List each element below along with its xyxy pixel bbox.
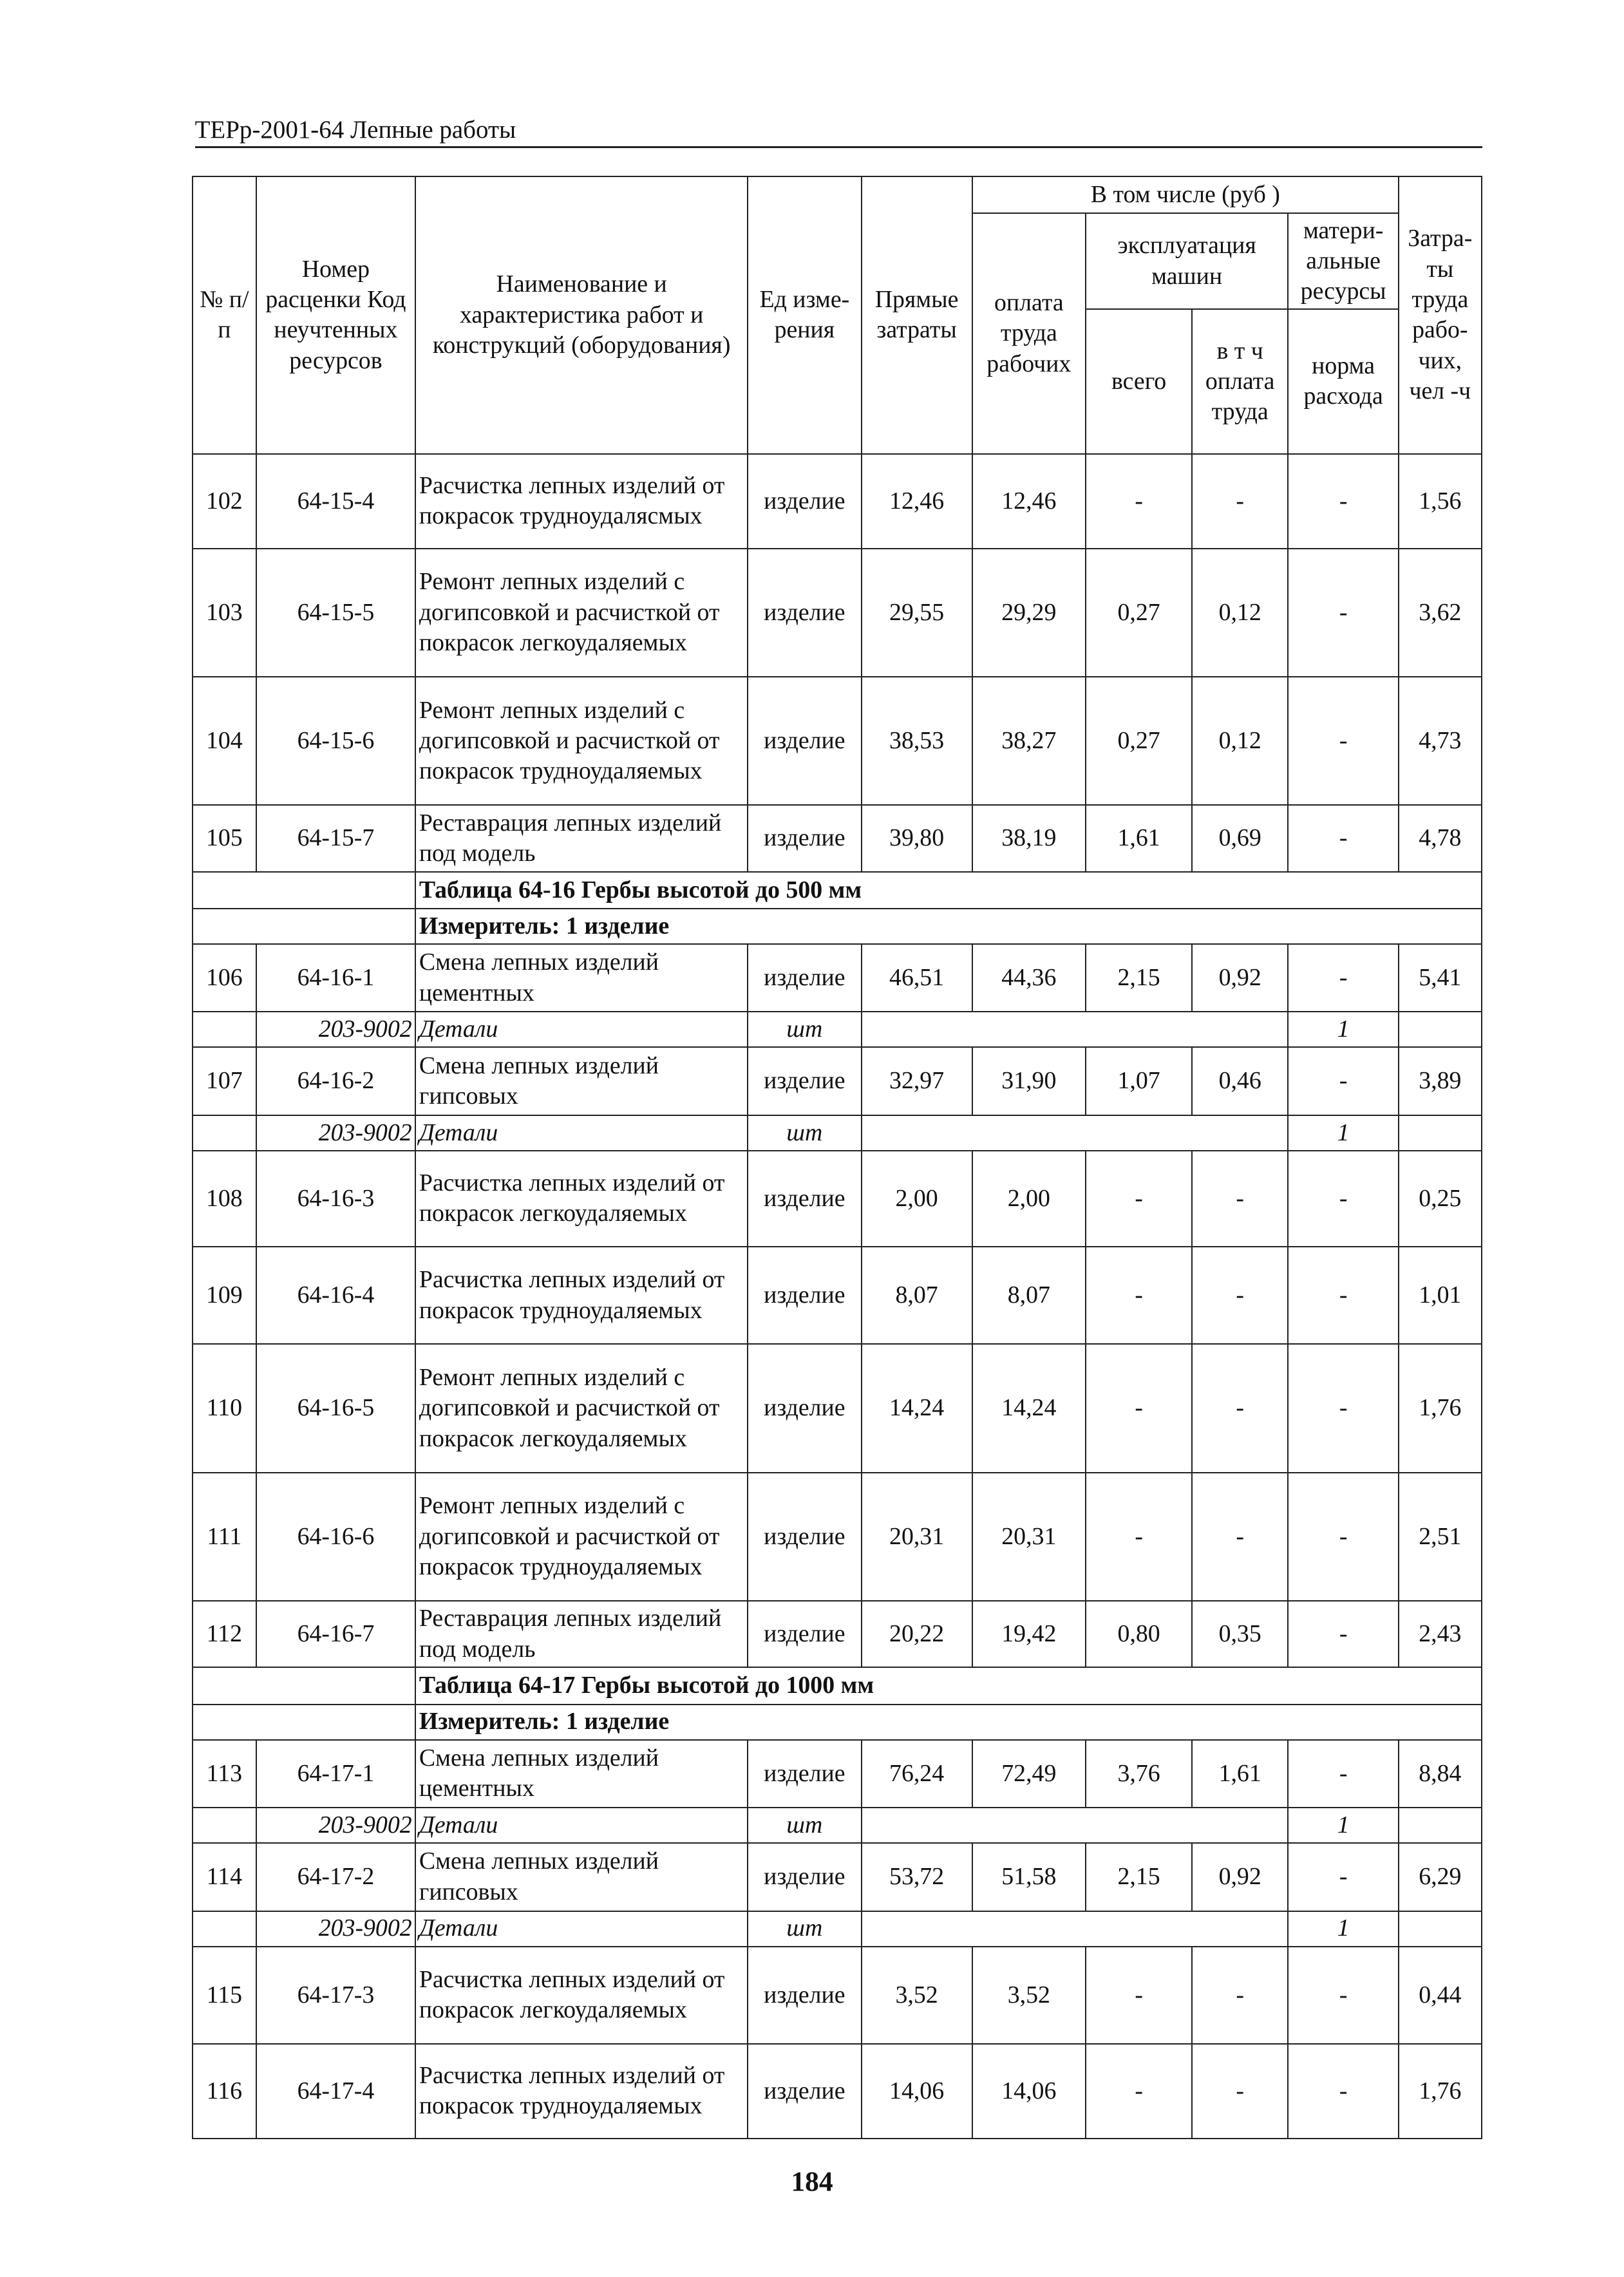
col-header-code: Номер расценки Код неучтенных ресурсов (256, 176, 416, 454)
unit-cell: изделие (748, 1947, 862, 2044)
row-number: 116 (193, 2044, 256, 2139)
unit-cell: изделие (748, 454, 862, 549)
section-title: Таблица 64-16 Гербы высотой до 500 мм (415, 872, 1481, 909)
measure-row (193, 909, 1481, 944)
empty-cell (193, 1115, 256, 1151)
rate-code: 64-15-6 (256, 677, 416, 805)
empty-cell (862, 1115, 1289, 1151)
col-header-machines: эксплуатация машин (1086, 213, 1288, 309)
unit-cell: изделие (748, 2044, 862, 2139)
resource-code: 203-9002 (256, 1115, 416, 1151)
rate-code: 64-16-7 (256, 1601, 416, 1667)
rate-code: 64-16-4 (256, 1247, 416, 1344)
machine-wage: 0,92 (1192, 1843, 1288, 1911)
col-header-wage: оплата труда рабочих (972, 213, 1086, 454)
direct-cost: 14,06 (862, 2044, 972, 2139)
machine-wage: - (1192, 1947, 1288, 2044)
machine-wage: 0,69 (1192, 805, 1288, 871)
direct-cost: 38,53 (862, 677, 972, 805)
labor-wage: 38,19 (972, 805, 1086, 871)
rate-code: 64-16-1 (256, 944, 416, 1012)
row-number: 107 (193, 1047, 256, 1115)
work-name: Расчистка лепных изделий от покрасок трудноудалясмых (415, 454, 748, 549)
labor-wage: 51,58 (972, 1843, 1086, 1911)
resource-name: Детали (415, 1012, 748, 1047)
machine-wage: 0,12 (1192, 677, 1288, 805)
unit-cell: изделие (748, 805, 862, 871)
header-row (193, 176, 1481, 213)
material-cell: - (1288, 1473, 1399, 1601)
work-name: Реставрация лепных изделий под модель (415, 1601, 748, 1667)
resource-norm: 1 (1288, 1808, 1399, 1843)
section-title: Таблица 64-17 Гербы высотой до 1000 мм (415, 1667, 1481, 1704)
labor-hours: 3,62 (1399, 549, 1481, 677)
measure-label: Измеритель: 1 изделие (415, 909, 1481, 944)
machine-wage: - (1192, 454, 1288, 549)
unit-cell: изделие (748, 1601, 862, 1667)
labor-wage: 14,06 (972, 2044, 1086, 2139)
table-row (193, 454, 1481, 549)
rate-code: 64-17-1 (256, 1740, 416, 1808)
machine-total: 3,76 (1086, 1740, 1192, 1808)
unit-cell: изделие (748, 1047, 862, 1115)
labor-wage: 2,00 (972, 1151, 1086, 1247)
work-name: Расчистка лепных изделий от покрасок трудноудаляемых (415, 2044, 748, 2139)
table-row (193, 1473, 1481, 1601)
direct-cost: 3,52 (862, 1947, 972, 2044)
empty-cell (193, 1667, 415, 1704)
work-name: Ремонт лепных изделий с догипсовкой и расчисткой от покрасок легкоудаляемых (415, 1344, 748, 1472)
labor-hours: 0,25 (1399, 1151, 1481, 1247)
labor-hours: 2,51 (1399, 1473, 1481, 1601)
col-header-labor: Затра- ты труда рабо- чих, чел -ч (1399, 176, 1481, 454)
unit-cell: изделие (748, 1473, 862, 1601)
empty-cell (862, 1911, 1289, 1947)
material-cell: - (1288, 1047, 1399, 1115)
labor-wage: 3,52 (972, 1947, 1086, 2044)
row-number: 105 (193, 805, 256, 871)
labor-hours: 1,01 (1399, 1247, 1481, 1344)
machine-total: - (1086, 1151, 1192, 1247)
empty-cell (1399, 1808, 1481, 1843)
page-number: 184 (791, 2166, 833, 2198)
unit-cell: изделие (748, 1344, 862, 1472)
labor-wage: 38,27 (972, 677, 1086, 805)
empty-cell (862, 1012, 1289, 1047)
empty-cell (862, 1808, 1289, 1843)
empty-cell (1399, 1012, 1481, 1047)
work-name: Ремонт лепных изделий с догипсовкой и расчисткой от покрасок трудноудаляемых (415, 1473, 748, 1601)
col-header-norm: норма расхода (1288, 309, 1399, 454)
direct-cost: 14,24 (862, 1344, 972, 1472)
labor-wage: 12,46 (972, 454, 1086, 549)
machine-total: - (1086, 1247, 1192, 1344)
machine-total: - (1086, 454, 1192, 549)
machine-total: 1,61 (1086, 805, 1192, 871)
material-cell: - (1288, 1151, 1399, 1247)
table-row (193, 549, 1481, 677)
resource-unit: шт (748, 1012, 862, 1047)
machine-wage: 0,35 (1192, 1601, 1288, 1667)
table-row (193, 944, 1481, 1012)
resource-code: 203-9002 (256, 1911, 416, 1947)
table-row (193, 1344, 1481, 1472)
machine-wage: - (1192, 2044, 1288, 2139)
running-header: ТЕРр-2001-64 Лепные работы (194, 115, 516, 144)
direct-cost: 32,97 (862, 1047, 972, 1115)
labor-hours: 4,73 (1399, 677, 1481, 805)
row-number: 106 (193, 944, 256, 1012)
table-row (193, 2044, 1481, 2139)
work-name: Реставрация лепных изделий под модель (415, 805, 748, 871)
work-name: Ремонт лепных изделий с догипсовкой и расчисткой от покрасок трудноудаляемых (415, 677, 748, 805)
machine-wage: - (1192, 1151, 1288, 1247)
row-number: 103 (193, 549, 256, 677)
rate-code: 64-16-3 (256, 1151, 416, 1247)
rate-code: 64-15-7 (256, 805, 416, 871)
labor-wage: 20,31 (972, 1473, 1086, 1601)
direct-cost: 29,55 (862, 549, 972, 677)
machine-wage: 0,92 (1192, 944, 1288, 1012)
row-number: 111 (193, 1473, 256, 1601)
work-name: Смена лепных изделий гипсовых (415, 1047, 748, 1115)
row-number: 102 (193, 454, 256, 549)
material-cell: - (1288, 1947, 1399, 2044)
material-cell: - (1288, 1740, 1399, 1808)
unit-cell: изделие (748, 1843, 862, 1911)
labor-hours: 2,43 (1399, 1601, 1481, 1667)
material-cell: - (1288, 454, 1399, 549)
labor-wage: 72,49 (972, 1740, 1086, 1808)
empty-cell (193, 872, 415, 909)
unit-cell: изделие (748, 1740, 862, 1808)
empty-cell (193, 1808, 256, 1843)
labor-wage: 31,90 (972, 1047, 1086, 1115)
empty-cell (1399, 1911, 1481, 1947)
resource-unit: шт (748, 1808, 862, 1843)
col-header-direct: Прямые затраты (862, 176, 972, 454)
table-row (193, 677, 1481, 805)
table-body (193, 176, 1481, 2139)
table-row (193, 1947, 1481, 2044)
resource-code: 203-9002 (256, 1808, 416, 1843)
labor-hours: 1,76 (1399, 1344, 1481, 1472)
machine-total: - (1086, 1473, 1192, 1601)
col-header-m-total: всего (1086, 309, 1192, 454)
unit-cell: изделие (748, 1247, 862, 1344)
resource-row (193, 1911, 1481, 1947)
machine-total: 0,80 (1086, 1601, 1192, 1667)
empty-cell (1399, 1115, 1481, 1151)
rate-code: 64-15-4 (256, 454, 416, 549)
col-header-no: № п/п (193, 176, 256, 454)
row-number: 108 (193, 1151, 256, 1247)
rate-code: 64-15-5 (256, 549, 416, 677)
machine-total: 0,27 (1086, 549, 1192, 677)
material-cell: - (1288, 549, 1399, 677)
resource-name: Детали (415, 1911, 748, 1947)
rate-code: 64-17-2 (256, 1843, 416, 1911)
table-row (193, 1151, 1481, 1247)
header-rule (195, 146, 1482, 148)
direct-cost: 20,22 (862, 1601, 972, 1667)
row-number: 109 (193, 1247, 256, 1344)
measure-label: Измеритель: 1 изделие (415, 1705, 1481, 1740)
row-number: 112 (193, 1601, 256, 1667)
measure-row (193, 1705, 1481, 1740)
machine-wage: - (1192, 1344, 1288, 1472)
col-header-name: Наименование и характеристика работ и конструкций (оборудования) (415, 176, 748, 454)
material-cell: - (1288, 677, 1399, 805)
row-number: 115 (193, 1947, 256, 2044)
resource-unit: шт (748, 1911, 862, 1947)
labor-wage: 19,42 (972, 1601, 1086, 1667)
col-header-incl: В том числе (руб ) (972, 176, 1399, 213)
work-name: Расчистка лепных изделий от покрасок трудноудаляемых (415, 1247, 748, 1344)
direct-cost: 2,00 (862, 1151, 972, 1247)
labor-wage: 8,07 (972, 1247, 1086, 1344)
material-cell: - (1288, 1843, 1399, 1911)
labor-hours: 3,89 (1399, 1047, 1481, 1115)
resource-row (193, 1808, 1481, 1843)
resource-row (193, 1012, 1481, 1047)
rate-code: 64-16-6 (256, 1473, 416, 1601)
rates-table (192, 176, 1482, 2139)
resource-norm: 1 (1288, 1012, 1399, 1047)
labor-hours: 0,44 (1399, 1947, 1481, 2044)
labor-hours: 4,78 (1399, 805, 1481, 871)
resource-norm: 1 (1288, 1911, 1399, 1947)
empty-cell (193, 1012, 256, 1047)
machine-total: 0,27 (1086, 677, 1192, 805)
material-cell: - (1288, 944, 1399, 1012)
resource-code: 203-9002 (256, 1012, 416, 1047)
work-name: Ремонт лепных изделий с догипсовкой и расчисткой от покрасок легкоудаляемых (415, 549, 748, 677)
row-number: 114 (193, 1843, 256, 1911)
labor-wage: 29,29 (972, 549, 1086, 677)
table-row (193, 1047, 1481, 1115)
table-row (193, 1740, 1481, 1808)
direct-cost: 53,72 (862, 1843, 972, 1911)
resource-name: Детали (415, 1808, 748, 1843)
direct-cost: 20,31 (862, 1473, 972, 1601)
section-title-row (193, 872, 1481, 909)
machine-wage: 0,46 (1192, 1047, 1288, 1115)
work-name: Смена лепных изделий гипсовых (415, 1843, 748, 1911)
table-row (193, 1247, 1481, 1344)
machine-wage: 0,12 (1192, 549, 1288, 677)
material-cell: - (1288, 1247, 1399, 1344)
table-row (193, 1843, 1481, 1911)
machine-total: - (1086, 1344, 1192, 1472)
material-cell: - (1288, 2044, 1399, 2139)
labor-hours: 5,41 (1399, 944, 1481, 1012)
resource-unit: шт (748, 1115, 862, 1151)
col-header-m-wage: в т ч оплата труда (1192, 309, 1288, 454)
material-cell: - (1288, 1344, 1399, 1472)
resource-row (193, 1115, 1481, 1151)
rate-code: 64-17-3 (256, 1947, 416, 2044)
labor-hours: 1,56 (1399, 454, 1481, 549)
labor-hours: 1,76 (1399, 2044, 1481, 2139)
labor-wage: 44,36 (972, 944, 1086, 1012)
work-name: Расчистка лепных изделий от покрасок легкоудаляемых (415, 1947, 748, 2044)
work-name: Смена лепных изделий цементных (415, 1740, 748, 1808)
col-header-unit: Ед изме- рения (748, 176, 862, 454)
rate-code: 64-17-4 (256, 2044, 416, 2139)
direct-cost: 46,51 (862, 944, 972, 1012)
empty-cell (193, 909, 415, 944)
machine-total: 2,15 (1086, 1843, 1192, 1911)
row-number: 104 (193, 677, 256, 805)
empty-cell (193, 1911, 256, 1947)
direct-cost: 39,80 (862, 805, 972, 871)
labor-wage: 14,24 (972, 1344, 1086, 1472)
machine-total: - (1086, 2044, 1192, 2139)
table-row (193, 1601, 1481, 1667)
material-cell: - (1288, 805, 1399, 871)
unit-cell: изделие (748, 677, 862, 805)
row-number: 110 (193, 1344, 256, 1472)
machine-wage: 1,61 (1192, 1740, 1288, 1808)
direct-cost: 8,07 (862, 1247, 972, 1344)
machine-wage: - (1192, 1247, 1288, 1344)
rate-code: 64-16-2 (256, 1047, 416, 1115)
direct-cost: 12,46 (862, 454, 972, 549)
table-row (193, 805, 1481, 871)
labor-hours: 6,29 (1399, 1843, 1481, 1911)
col-header-materials: матери- альные ресурсы (1288, 213, 1399, 309)
unit-cell: изделие (748, 1151, 862, 1247)
resource-name: Детали (415, 1115, 748, 1151)
unit-cell: изделие (748, 549, 862, 677)
work-name: Расчистка лепных изделий от покрасок легкоудаляемых (415, 1151, 748, 1247)
labor-hours: 8,84 (1399, 1740, 1481, 1808)
work-name: Смена лепных изделий цементных (415, 944, 748, 1012)
material-cell: - (1288, 1601, 1399, 1667)
resource-norm: 1 (1288, 1115, 1399, 1151)
direct-cost: 76,24 (862, 1740, 972, 1808)
machine-total: - (1086, 1947, 1192, 2044)
machine-total: 2,15 (1086, 944, 1192, 1012)
row-number: 113 (193, 1740, 256, 1808)
rate-code: 64-16-5 (256, 1344, 416, 1472)
empty-cell (193, 1705, 415, 1740)
section-title-row (193, 1667, 1481, 1704)
machine-wage: - (1192, 1473, 1288, 1601)
machine-total: 1,07 (1086, 1047, 1192, 1115)
unit-cell: изделие (748, 944, 862, 1012)
